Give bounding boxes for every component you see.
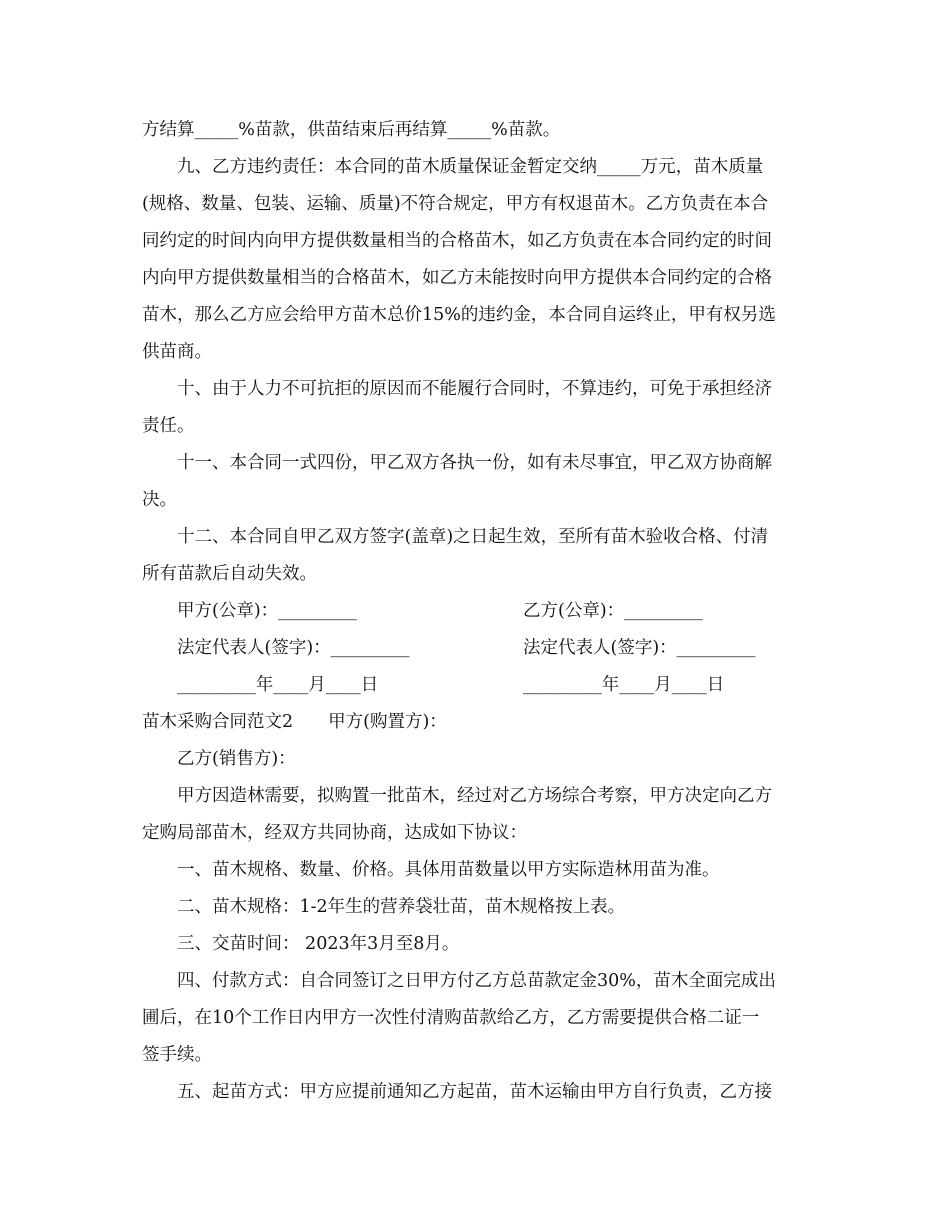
clause-12-line: 十二、本合同自甲乙双方签字(盖章)之日起生效，至所有苗木验收合格、付清 [177, 527, 769, 547]
clause-4-line: 四、付款方式：自合同签订之日甲方付乙方总苗款定金30%，苗木全面完成出 [177, 971, 776, 991]
text-line: 责任。 [142, 416, 195, 436]
party-b-representative: 法定代表人(签字)：_________ [523, 638, 756, 658]
party-b-seal: 乙方(公章)：_________ [523, 601, 703, 621]
clause-5-line: 五、起苗方式：甲方应提前通知乙方起苗，苗木运输由甲方自行负责，乙方接 [177, 1082, 772, 1102]
party-a-seal: 甲方(公章)：_________ [177, 601, 357, 621]
text-line: (规格、数量、包装、运输、质量)不符合规定，甲方有权退苗木。乙方负责在本合 [142, 194, 769, 214]
clause-9-line: 九、乙方违约责任：本合同的苗木质量保证金暂定交纳_____万元，苗木质量 [177, 157, 764, 177]
party-a-date: _________年____月____日 [177, 675, 379, 695]
text-line: 决。 [142, 490, 177, 510]
contract-2-heading: 苗木采购合同范文2 甲方(购置方)： [142, 712, 447, 732]
text-line: 供苗商。 [142, 342, 212, 362]
text-line: 甲方因造林需要，拟购置一批苗木，经过对乙方场综合考察，甲方决定向乙方 [177, 786, 772, 806]
text-line: 定购局部苗木，经双方共同协商，达成如下协议： [142, 823, 527, 843]
clause-1-line: 一、苗木规格、数量、价格。具体用苗数量以甲方实际造林用苗为准。 [177, 860, 720, 880]
text-line: 圃后，在10个工作日内甲方一次性付清购苗款给乙方，乙方需要提供合格二证一 [142, 1008, 760, 1028]
clause-11-line: 十一、本合同一式四份，甲乙双方各执一份，如有未尽事宜，甲乙双方协商解 [177, 453, 772, 473]
party-b-label: 乙方(销售方)： [177, 749, 296, 769]
text-line: 苗木，那么乙方应会给甲方苗木总价15%的违约金，本合同自运终止，甲有权另选 [142, 305, 776, 325]
clause-10-line: 十、由于人力不可抗拒的原因而不能履行合同时，不算违约，可免于承担经济 [177, 379, 772, 399]
text-line: 方结算_____%苗款，供苗结束后再结算_____%苗款。 [142, 120, 561, 140]
text-line: 所有苗款后自动失效。 [142, 564, 317, 584]
clause-2-line: 二、苗木规格：1-2年生的营养袋壮苗，苗木规格按上表。 [177, 897, 626, 917]
party-b-date: _________年____月____日 [523, 675, 725, 695]
text-line: 同约定的时间内向甲方提供数量相当的合格苗木，如乙方负责在本合同约定的时间 [142, 231, 772, 251]
text-line: 内向甲方提供数量相当的合格苗木，如乙方未能按时向甲方提供本合同约定的合格 [142, 268, 772, 288]
text-line: 签手续。 [142, 1045, 212, 1065]
party-a-representative: 法定代表人(签字)：_________ [177, 638, 410, 658]
clause-3-line: 三、交苗时间： 2023年3月至8月。 [177, 934, 460, 954]
